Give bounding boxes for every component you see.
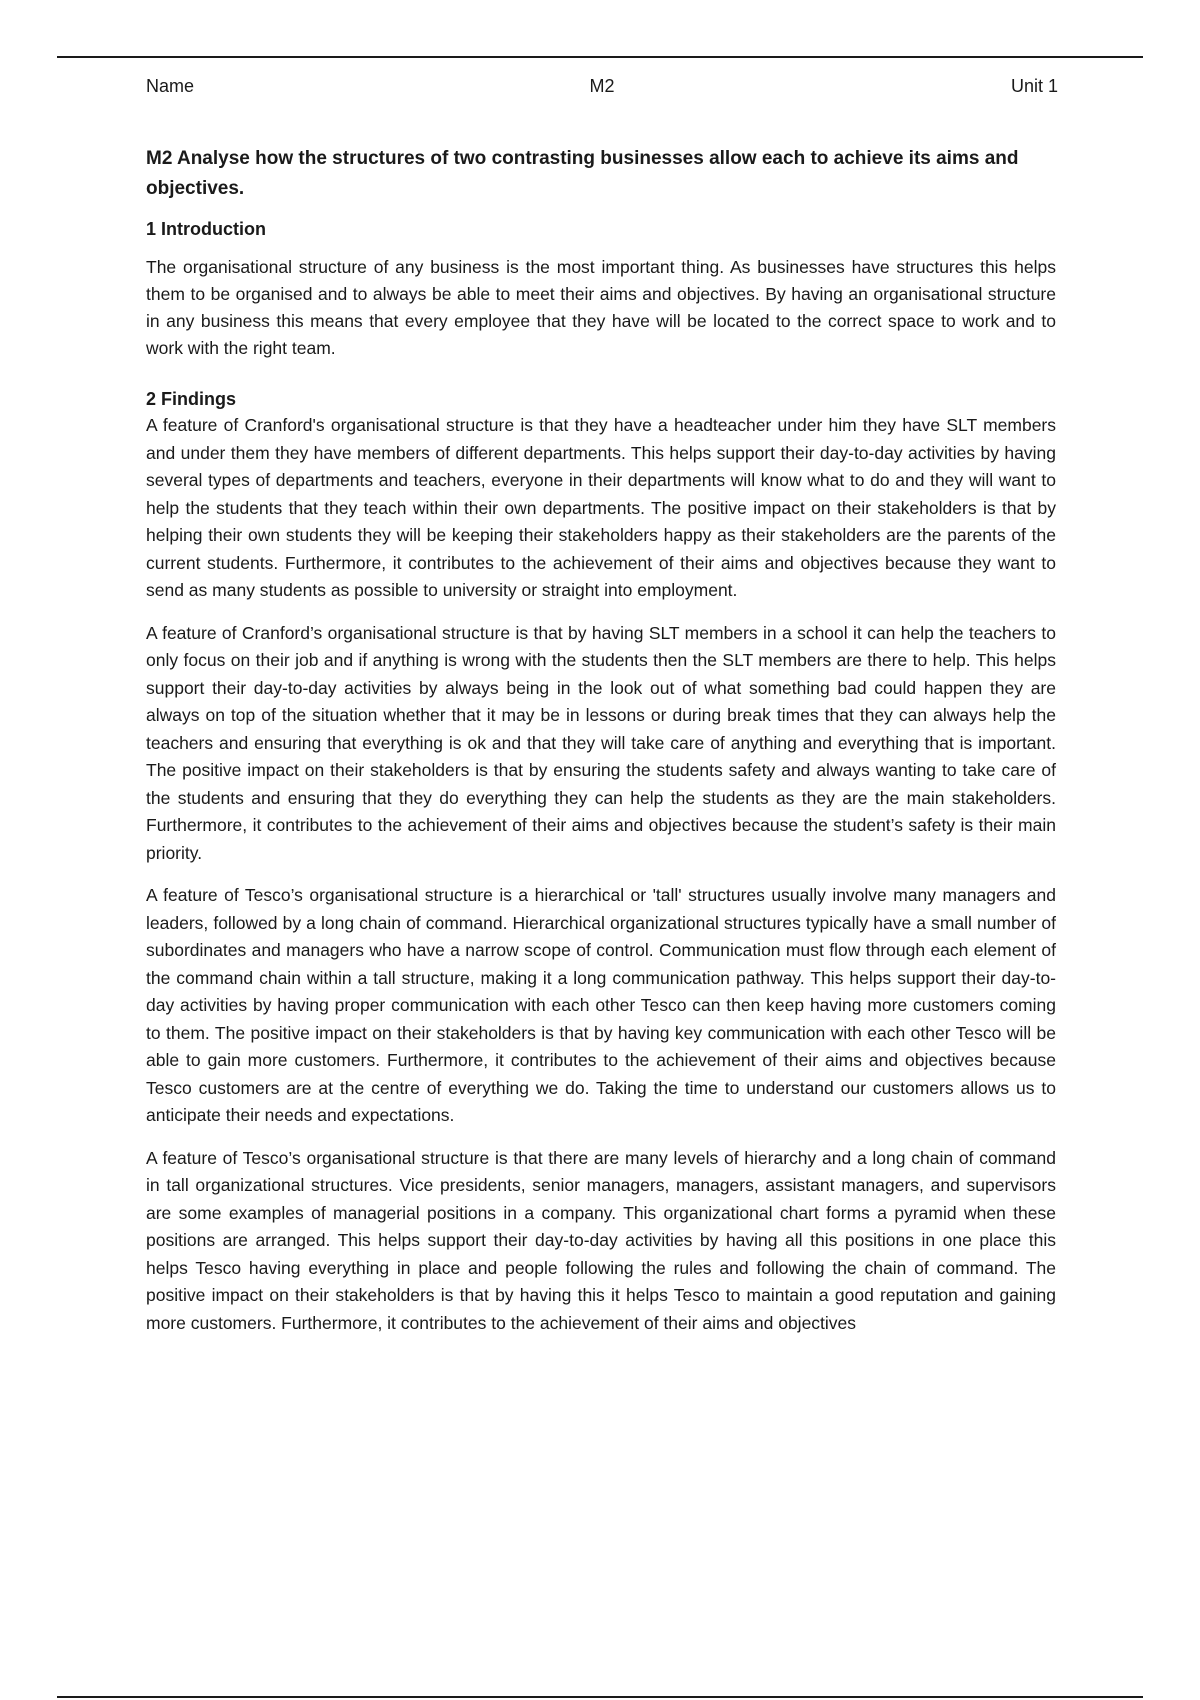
header-rule	[57, 56, 1143, 58]
document-body	[146, 144, 1056, 1352]
findings-paragraph-3: A feature of Tesco’s organisational structure is a hierarchical or 'tall' structures usually involve many managers and leaders, followed by a long chain of command. Hierarchical organizational structures typically have a small number of subordinates and managers who have a narrow scope of control. Communication must flow through each element of the command chain within a tall structure, making it a long communication pathway. This helps support their day-to-day activities by having proper communication with each other Tesco can then keep having more customers coming to them. The positive impact on their stakeholders is that by having key communication with each other Tesco will be able to gain more customers. Furthermore, it contributes to the achievement of their aims and objectives because Tesco customers are at the centre of everything we do. Taking the time to understand our customers allows us to anticipate their needs and expectations.	[146, 885, 1056, 1125]
findings-paragraph-2: A feature of Cranford’s organisational structure is that by having SLT members in a school it can help the teachers to only focus on their job and if anything is wrong with the students then the SLT members are there to help. This helps support their day-to-day activities by always being in the look out of what something bad could happen they are always on top of the situation whether that it may be in lessons or during break times that they can always help the teachers and ensuring that everything is ok and that they will take care of anything and everything that is important. The positive impact on their stakeholders is that by ensuring the students safety and always wanting to take care of the students and ensuring that they do everything they can help the students as they are the main stakeholders. Furthermore, it contributes to the achievement of their aims and objectives because the student’s safety is their main priority.	[146, 622, 1056, 863]
document-title: M2 Analyse how the structures of two contrasting businesses allow each to achieve its aims and objectives.	[146, 148, 1019, 199]
introduction-paragraph: The organisational structure of any business is the most important thing. As businesses have structures this helps them to be organised and to always be able to meet their aims and objectives. By having an organisational structure in any business this means that every employee that they have will be located to the correct space to work and to work with the right team.	[146, 257, 1056, 358]
section-heading-findings: 2 Findings	[146, 389, 236, 409]
page-header	[146, 74, 1058, 98]
header-unit: Unit 1	[1010, 76, 1058, 96]
footer-rule	[57, 1696, 1143, 1698]
findings-paragraph-1: A feature of Cranford's organisational structure is that they have a headteacher under him they have SLT members and under them they have members of different departments. This helps support their day-to-day activities by having several types of departments and teachers, everyone in their departments will know what to do and they will want to help the students that they teach within their own departments. The positive impact on their stakeholders is that by helping their own students they will be keeping their stakeholders happy as their stakeholders are the parents of the current students. Furthermore, it contributes to the achievement of their aims and objectives because they want to send as many students as possible to university or straight into employment.	[146, 415, 1056, 600]
header-code: M2	[589, 76, 615, 96]
section-heading-introduction: 1 Introduction	[146, 219, 266, 239]
header-name: Name	[146, 76, 195, 96]
findings-paragraph-4: A feature of Tesco’s organisational structure is that there are many levels of hierarchy and a long chain of command in tall organizational structures. Vice presidents, senior managers, managers, assistant managers, and supervisors are some examples of managerial positions in a company. This organizational chart forms a pyramid when these positions are arranged. This helps support their day-to-day activities by having all this positions in one place this helps Tesco having everything in place and people following the rules and following the chain of command. The positive impact on their stakeholders is that by having this it helps Tesco to maintain a good reputation and gaining more customers. Furthermore, it contributes to the achievement of their aims and objectives	[146, 1147, 1056, 1333]
